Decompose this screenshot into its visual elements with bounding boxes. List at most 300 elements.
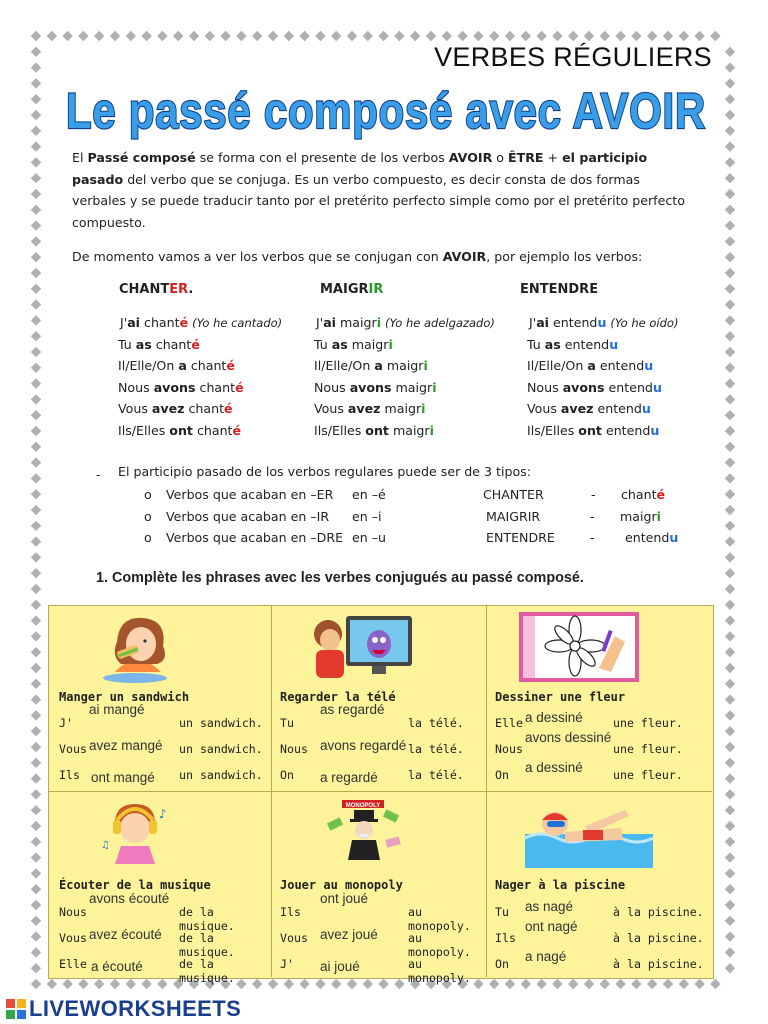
border-diamond: [110, 31, 120, 41]
border-diamond: [236, 31, 246, 41]
border-diamond: [31, 62, 41, 72]
auxiliary: ai: [127, 315, 141, 330]
sentence-subject: Vous: [280, 931, 308, 945]
answer-input[interactable]: a écouté: [91, 959, 143, 974]
border-diamond: [663, 31, 673, 41]
border-diamond: [31, 157, 41, 167]
participle-stem: entend: [553, 315, 598, 330]
pronoun: Tu: [118, 337, 136, 352]
border-diamond: [647, 979, 657, 989]
sentence-rest: une fleur.: [613, 716, 683, 730]
border-diamond: [268, 31, 278, 41]
border-diamond: [725, 868, 735, 878]
border-diamond: [31, 947, 41, 957]
border-diamond: [31, 916, 41, 926]
border-diamond: [378, 31, 388, 41]
girl-eating-image: [97, 612, 179, 682]
note-text: Verbos que acaban en –ER: [166, 487, 334, 502]
intro-paragraph: [72, 147, 692, 233]
border-diamond: [725, 473, 735, 483]
border-diamond: [31, 726, 41, 736]
border-diamond: [157, 979, 167, 989]
border-diamond: [394, 31, 404, 41]
participle-ending: i: [429, 423, 434, 438]
note-lead: El participio pasado de los verbos regulares puede ser de 3 tipos:: [118, 464, 531, 479]
conjugation-row: [527, 423, 659, 438]
participle-ending: i: [376, 315, 382, 330]
border-diamond: [31, 568, 41, 578]
border-diamond: [725, 299, 735, 309]
border-diamond: [725, 773, 735, 783]
participle-ending: é: [179, 315, 189, 330]
border-diamond: [725, 631, 735, 641]
answer-input[interactable]: ont mangé: [91, 770, 155, 785]
border-diamond: [725, 110, 735, 120]
border-diamond: [679, 31, 689, 41]
participle-ending: é: [191, 337, 200, 352]
border-diamond: [31, 31, 41, 41]
answer-input[interactable]: as nagé: [525, 899, 574, 914]
monopoly-man-image: [324, 798, 404, 868]
note-sep: -: [590, 509, 595, 524]
auxiliary: avons: [562, 380, 605, 395]
participle-ending: i: [388, 337, 393, 352]
border-diamond: [126, 31, 136, 41]
border-diamond: [568, 979, 578, 989]
border-diamond: [725, 758, 735, 768]
border-diamond: [331, 979, 341, 989]
answer-input[interactable]: as regardé: [320, 702, 385, 717]
border-diamond: [94, 31, 104, 41]
verb-ending: IR: [368, 282, 384, 297]
border-diamond: [31, 236, 41, 246]
border-diamond: [126, 979, 136, 989]
conjugation-row: [314, 423, 434, 438]
note-participle: [621, 487, 665, 502]
exercise-grid: [48, 605, 714, 985]
border-diamond: [31, 284, 41, 294]
border-diamond: [584, 979, 594, 989]
participle-ending: é: [232, 423, 242, 438]
border-diamond: [615, 979, 625, 989]
answer-input[interactable]: avez écouté: [89, 927, 162, 942]
border-diamond: [31, 663, 41, 673]
pronoun: Il/Elle/On: [118, 358, 179, 373]
answer-input[interactable]: ai mangé: [89, 702, 145, 717]
answer-input[interactable]: avons écouté: [89, 891, 170, 906]
border-diamond: [615, 31, 625, 41]
border-diamond: [189, 31, 199, 41]
answer-input[interactable]: avons regardé: [320, 738, 407, 753]
sentence-rest: de la musique.: [179, 957, 235, 985]
cell-title: Écouter de la musique: [59, 878, 211, 892]
participle-stem: entend: [608, 380, 653, 395]
border-diamond: [31, 884, 41, 894]
verb-ending: ER: [169, 282, 189, 297]
border-diamond: [725, 284, 735, 294]
answer-input[interactable]: avez joué: [320, 927, 378, 942]
border-diamond: [31, 868, 41, 878]
border-diamond: [31, 363, 41, 373]
svg-text:♫: ♫: [101, 840, 110, 851]
border-diamond: [725, 347, 735, 357]
note-verb: ENTENDRE: [486, 530, 555, 545]
border-diamond: [725, 489, 735, 499]
conjugation-row: [118, 337, 200, 352]
border-diamond: [442, 31, 452, 41]
participle-ending: é: [656, 487, 666, 502]
intro-bold-avoir: AVOIR: [448, 150, 493, 165]
border-diamond: [31, 47, 41, 57]
answer-input[interactable]: avons dessiné: [525, 730, 612, 745]
border-diamond: [725, 268, 735, 278]
auxiliary: as: [135, 337, 152, 352]
border-diamond: [521, 31, 531, 41]
border-diamond: [600, 979, 610, 989]
pronoun: Ils/Elles: [118, 423, 170, 438]
border-diamond: [205, 31, 215, 41]
swimmer-image: [525, 798, 653, 868]
exercise-cell: [49, 606, 272, 792]
sentence-subject: On: [280, 768, 294, 782]
border-diamond: [725, 331, 735, 341]
momento-paragraph: [72, 246, 692, 268]
border-diamond: [31, 742, 41, 752]
verb-tail: .: [188, 282, 194, 297]
border-diamond: [725, 663, 735, 673]
border-diamond: [78, 31, 88, 41]
sentence-rest: un sandwich.: [179, 716, 263, 730]
verb-stem: MAIGR: [320, 282, 369, 297]
participle-ending: u: [669, 530, 679, 545]
sentence-rest: une fleur.: [613, 742, 683, 756]
conjugation-row: [314, 380, 437, 395]
border-diamond: [694, 979, 704, 989]
pronoun: Nous: [527, 380, 563, 395]
border-diamond: [552, 979, 562, 989]
translation: (Yo he adelgazado): [385, 316, 495, 330]
participle-stem: chant: [155, 337, 192, 352]
participle-stem: entend: [599, 358, 645, 373]
border-diamond: [31, 457, 41, 467]
intro-text: del verbo que se conjuga. Es un verbo compuesto, es decir consta de dos formas verbales y se puede traducir tanto por el pretérito perfecto simple como por el pretérito perfecto compuesto.: [72, 171, 685, 230]
conjugation-row: [527, 358, 653, 373]
border-diamond: [725, 568, 735, 578]
sentence-subject: Ils: [280, 905, 301, 919]
border-diamond: [489, 31, 499, 41]
auxiliary: ont: [578, 423, 602, 438]
pronoun: Tu: [314, 337, 332, 352]
conjugation-row: [316, 315, 495, 330]
border-diamond: [31, 410, 41, 420]
border-diamond: [141, 979, 151, 989]
border-diamond: [94, 979, 104, 989]
pronoun: Il/Elle/On: [314, 358, 375, 373]
sentence-subject: Ils: [495, 931, 516, 945]
answer-input[interactable]: ont joué: [320, 891, 369, 906]
liveworksheets-logo[interactable]: [5, 996, 241, 1022]
participle-ending: u: [597, 315, 607, 330]
participle-ending: i: [432, 380, 437, 395]
intro-bold-participio: el participio pasado: [72, 150, 648, 187]
conjugation-row: [527, 401, 651, 416]
border-diamond: [31, 773, 41, 783]
border-diamond: [536, 31, 546, 41]
conjugation-row: [120, 315, 282, 330]
border-diamond: [552, 31, 562, 41]
conjugation-row: [118, 358, 235, 373]
verb-stem: ENTENDRE: [520, 282, 599, 297]
border-diamond: [426, 31, 436, 41]
participle-ending: é: [235, 380, 244, 395]
border-diamond: [725, 173, 735, 183]
cell-title: Manger un sandwich: [59, 690, 190, 704]
sentence-rest: de la musique.: [179, 905, 235, 933]
border-diamond: [725, 552, 735, 562]
pronoun: Vous: [118, 401, 152, 416]
sentence-subject: Nous: [280, 742, 308, 756]
participle-stem: chant: [190, 358, 227, 373]
pronoun: J': [120, 315, 128, 330]
note-text: Verbos que acaban en –DRE: [166, 530, 344, 545]
border-diamond: [584, 31, 594, 41]
border-diamond: [299, 31, 309, 41]
drawing-flower-image: [519, 612, 639, 682]
participle-stem: chant: [144, 315, 180, 330]
border-diamond: [725, 931, 735, 941]
boy-watching-tv-image: [312, 612, 416, 682]
cell-title: Dessiner une fleur: [495, 690, 626, 704]
conjugation-row: [118, 401, 233, 416]
border-diamond: [725, 220, 735, 230]
border-diamond: [725, 252, 735, 262]
border-diamond: [410, 31, 420, 41]
border-diamond: [157, 31, 167, 41]
verb-header-maigrir: [320, 282, 383, 297]
exercise-cell: [487, 606, 712, 792]
logo-icon: [5, 998, 27, 1020]
border-diamond: [31, 679, 41, 689]
participle-ending: i: [421, 401, 426, 416]
sentence-rest: à la piscine.: [613, 905, 704, 919]
sentence-subject: On: [495, 768, 509, 782]
sentence-rest: une fleur.: [613, 768, 683, 782]
participle-ending: u: [609, 337, 619, 352]
answer-input[interactable]: ai joué: [320, 959, 360, 974]
border-diamond: [725, 410, 735, 420]
border-diamond: [647, 31, 657, 41]
note-dash: -: [96, 467, 101, 482]
border-diamond: [725, 47, 735, 57]
sentence-subject: Tu: [495, 905, 509, 919]
participle-stem: maigr: [395, 380, 433, 395]
answer-input[interactable]: a regardé: [320, 770, 378, 785]
sentence-rest: à la piscine.: [613, 931, 704, 945]
border-diamond: [489, 979, 499, 989]
participle-ending: u: [652, 380, 662, 395]
exercise-cell: [49, 792, 272, 985]
conjugation-row: [118, 380, 244, 395]
border-diamond: [315, 979, 325, 989]
sentence-subject: Vous: [59, 742, 87, 756]
participle-stem: entend: [597, 401, 642, 416]
border-diamond: [173, 31, 183, 41]
answer-input[interactable]: ont nagé: [525, 919, 578, 934]
border-diamond: [31, 931, 41, 941]
border-diamond: [31, 600, 41, 610]
border-diamond: [725, 315, 735, 325]
sentence-rest: la télé.: [408, 742, 464, 756]
border-diamond: [725, 916, 735, 926]
border-diamond: [284, 979, 294, 989]
intro-text: se forma con el presente de los verbos: [195, 150, 449, 165]
participle-ending: i: [656, 509, 661, 524]
border-diamond: [31, 536, 41, 546]
border-diamond: [725, 141, 735, 151]
border-diamond: [663, 979, 673, 989]
conjugation-row: [314, 358, 428, 373]
border-diamond: [347, 31, 357, 41]
border-diamond: [473, 31, 483, 41]
border-diamond: [394, 979, 404, 989]
note-verb: MAIGRIR: [486, 509, 541, 524]
border-diamond: [31, 900, 41, 910]
border-diamond: [31, 979, 41, 989]
border-diamond: [331, 31, 341, 41]
participle-stem: maigr: [351, 337, 389, 352]
border-diamond: [141, 31, 151, 41]
border-diamond: [725, 884, 735, 894]
intro-text: o: [492, 150, 509, 165]
answer-input[interactable]: a nagé: [525, 949, 567, 964]
sentence-rest: la télé.: [408, 716, 464, 730]
border-diamond: [299, 979, 309, 989]
participle-stem: maigr: [392, 423, 430, 438]
answer-input[interactable]: a dessiné: [525, 710, 583, 725]
border-diamond: [31, 473, 41, 483]
border-diamond: [725, 442, 735, 452]
note-participle: [625, 530, 678, 545]
intro-bold-passe: Passé composé: [87, 150, 196, 165]
border-diamond: [505, 979, 515, 989]
verb-header-chanter: [119, 282, 193, 297]
border-diamond: [725, 457, 735, 467]
sentence-rest: au monopoly.: [408, 931, 471, 959]
border-diamond: [521, 979, 531, 989]
participle-stem: maigr: [384, 401, 422, 416]
border-diamond: [725, 189, 735, 199]
border-diamond: [725, 505, 735, 515]
page-subtitle: VERBES RÉGULIERS: [434, 42, 712, 72]
border-diamond: [568, 31, 578, 41]
auxiliary: a: [587, 358, 596, 373]
sentence-subject: Vous: [59, 931, 87, 945]
border-diamond: [725, 852, 735, 862]
svg-text:♪: ♪: [159, 807, 167, 821]
border-diamond: [725, 963, 735, 973]
participle-stem: maigr: [620, 509, 657, 524]
border-diamond: [31, 394, 41, 404]
border-diamond: [31, 852, 41, 862]
pronoun: Nous: [314, 380, 350, 395]
border-diamond: [710, 31, 720, 41]
border-diamond: [600, 31, 610, 41]
border-diamond: [725, 584, 735, 594]
sentence-subject: Nous: [495, 742, 523, 756]
note-ending: en –i: [352, 509, 382, 524]
border-diamond: [725, 94, 735, 104]
answer-input[interactable]: avez mangé: [89, 738, 163, 753]
pronoun: Il/Elle/On: [527, 358, 588, 373]
border-diamond: [31, 584, 41, 594]
border-diamond: [31, 78, 41, 88]
note-sep: -: [590, 530, 595, 545]
border-diamond: [31, 205, 41, 215]
pronoun: Ils/Elles: [314, 423, 366, 438]
title-text: Le passé composé avec AVOIR: [66, 83, 706, 139]
participle-stem: chant: [188, 401, 225, 416]
border-diamond: [457, 31, 467, 41]
border-diamond: [31, 552, 41, 562]
border-diamond: [31, 789, 41, 799]
pronoun: Ils/Elles: [527, 423, 579, 438]
border-diamond: [31, 694, 41, 704]
border-diamond: [631, 31, 641, 41]
border-diamond: [725, 521, 735, 531]
border-diamond: [31, 173, 41, 183]
border-diamond: [31, 189, 41, 199]
note-ending: en –u: [352, 530, 387, 545]
border-diamond: [363, 31, 373, 41]
sentence-subject: Nous: [59, 905, 87, 919]
answer-input[interactable]: a dessiné: [525, 760, 583, 775]
border-diamond: [31, 347, 41, 357]
border-diamond: [31, 489, 41, 499]
auxiliary: as: [331, 337, 348, 352]
girl-listening-music-image: [99, 798, 173, 868]
auxiliary: avez: [151, 401, 185, 416]
border-diamond: [725, 363, 735, 373]
border-diamond: [725, 394, 735, 404]
border-diamond: [31, 647, 41, 657]
exercise-cell: [487, 792, 712, 977]
bullet: o: [144, 530, 152, 545]
auxiliary: a: [374, 358, 383, 373]
border-diamond: [110, 979, 120, 989]
border-diamond: [725, 236, 735, 246]
border-diamond: [725, 900, 735, 910]
sentence-rest: un sandwich.: [179, 768, 263, 782]
border-diamond: [31, 315, 41, 325]
conjugation-row: [527, 380, 662, 395]
border-diamond: [725, 694, 735, 704]
border-diamond: [725, 710, 735, 720]
participle-ending: u: [650, 423, 660, 438]
border-diamond: [31, 378, 41, 388]
border-diamond: [31, 299, 41, 309]
sentence-rest: de la musique.: [179, 931, 235, 959]
sentence-subject: Elle: [495, 716, 523, 730]
participle-ending: u: [644, 358, 654, 373]
border-diamond: [725, 62, 735, 72]
border-diamond: [31, 710, 41, 720]
border-diamond: [31, 220, 41, 230]
participle-ending: i: [423, 358, 428, 373]
sentence-rest: au monopoly.: [408, 957, 471, 985]
border-diamond: [31, 963, 41, 973]
border-diamond: [220, 31, 230, 41]
border-diamond: [31, 268, 41, 278]
